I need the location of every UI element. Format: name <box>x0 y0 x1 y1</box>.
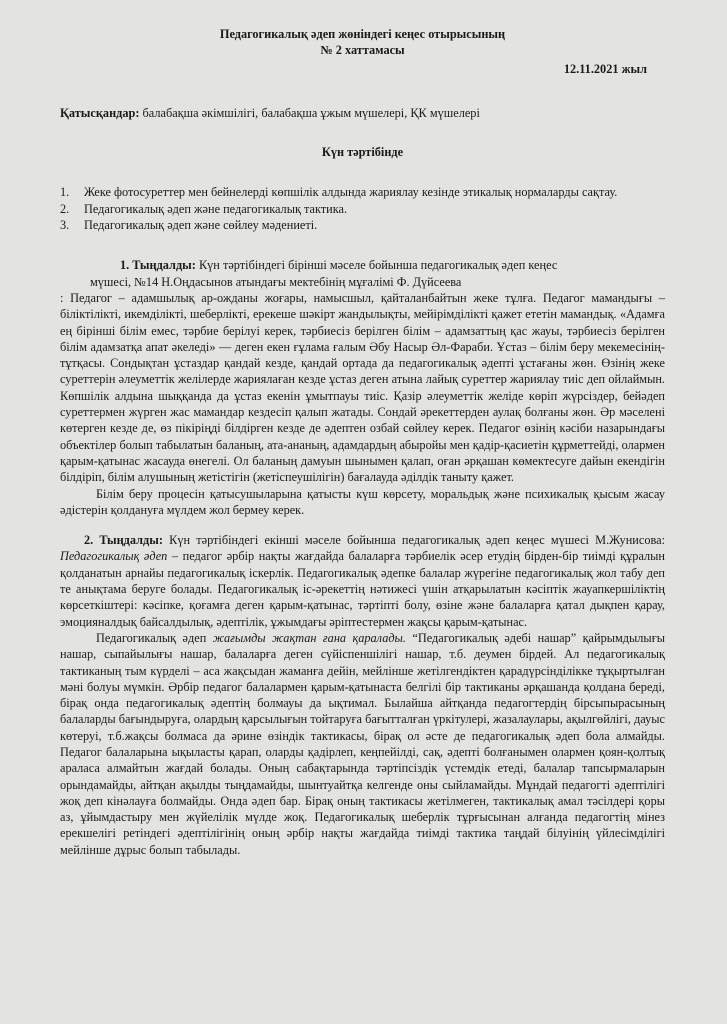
agenda-list <box>60 184 665 233</box>
agenda-item-text: Педагогикалық әдеп және педагогикалық тактика. <box>84 201 348 216</box>
agenda-item-number: 2. <box>60 201 70 216</box>
section-1-lead: 1. Тыңдалды: <box>120 258 196 273</box>
section-2-lead: 2. Тыңдалды: <box>84 533 163 548</box>
participants-label: Қатысқандар: <box>60 105 140 120</box>
document-date: 12.11.2021 жыл <box>563 61 647 76</box>
document-title <box>60 26 665 59</box>
agenda-item-number: 3. <box>60 218 70 233</box>
participants <box>60 105 665 121</box>
section-1-head-continuation: мүшесі, №14 Н.Оңдасынов атындағы мектебінің мұғалімі Ф. Дүйсеева <box>90 274 462 289</box>
agenda-item <box>60 201 665 217</box>
title-line-2: № 2 хаттамасы <box>320 43 405 58</box>
agenda-item <box>60 217 665 233</box>
section-2-body-italic: жағымды жақтан ғана қаралады. <box>212 630 406 645</box>
agenda-item-number: 1. <box>60 185 70 200</box>
section-1-body-2: Білім беру процесін қатысушыларына қатысты күш көрсету, моральдық және психикалық қысым жасау әдістерін қолдануға мүлдем жол бермеу керек. <box>60 486 665 517</box>
section-1-head-text: Күн тәртібіндегі бірінші мәселе бойынша педагогикалық әдеп кеңес <box>195 258 558 273</box>
section-2-head-text: Күн тәртібіндегі екінші мәселе бойынша педагогикалық әдеп кеңес мүшесі М.Жунисова: <box>162 533 665 548</box>
section-2-body <box>60 630 665 858</box>
section-2-head-rest: – педагог әрбір нақты жағдайда балаларға тәрбиелік әсер етудің бірден-бір тиімді құралын қолданатын арнайы педагогикалық іскерлік. Педагогикалық әдепке балалар жүрегіне педагогикалық жол табу деп те анықтама беруге болады. Педагогикалық іс-әрекеттің нәтижесі үшін атқарылатын кәсіптік жауапкершіліктің көрсеткіштері: кәсіпке, қоғамға деген қарым-қатынас, тәртіпті болу, өзіне және балаларға қатал дықпен қарау, эмоцияналдық байсалдылық, әдептілік, ұжымдағы әріптестермен жақсы қарым-қатынас. <box>60 549 665 629</box>
section-1-heading <box>60 257 665 290</box>
section-2-body-start: Педагогикалық әдеп <box>96 630 213 645</box>
section-2-body-rest: “Педагогикалық әдебі нашар” қайрымдылығы нашар, сыпайылығы нашар, балаларға деген сүйіспеншілігі нашар, т.б. деумен бірдей. Ал педагогикалық тактиканың тым күрделі – аса жақсыдан жаманға дейін, мейлінше жетілгендіктен қарадүрсінділікке тұқыртылған мәні болуы мүмкін. Әрбір педагог балалармен қарым-қатынаста белгілі бір тактиканы әрқашанда қолдана береді, бірақ онда педагогикалық әдептің болмауы да ықтимал. Былайша айтқанда педагогтердің бірсыпырасының балаларды бағындыруға, олардың қарсылығын тойтаруға бағытталған үркітулері, жазалаулары, ақылгөйлігі, дауыс көтеруі, т.б.жақсы болмаса да әрине өзіндік тактикасы, бірақ ол әсте де педагогикалық әдеп бола алмайды. Педагог балаларына ықыласты қарап, оларды қадірлеп, кеңпейілді, сақ, әдепті болғанымен олармен қоян-қолтық араласа алмайтын жағдай болады. Оның сабақтарында тәртіпсіздік үстемдік етеді, балалар тапсырмаларын орындамайды, айтқан ақылды тыңдамайды, шынтуайтқа келгенде оны сыйламайды. Мұндай педагогті әдептілігі жоқ деп кінәлауға болмайды. Онда әдеп бар. Бірақ оның тактикасы жетілмеген, тактикалық амал тәсілдері қоры аз, ұйымдастыру мен жүйелілік мүлде жоқ. Педагогикалық шеберлік тұрғысынан алғанда педагогтің мінез ерекшелігі ретіндегі әдептілігінің оның әрбір нақты жағдайда тиімді тактика таңдай білуінің үйлесімділігі мейлінше дұрыс болып табылады. <box>60 630 665 857</box>
agenda-title: Күн тәртібінде <box>321 145 404 160</box>
agenda-item <box>60 184 665 200</box>
section-2-heading <box>60 532 665 630</box>
section-1-body: : Педагог – адамшылық ар-ожданы жоғары, намысшыл, қайталанбайтын жеке тұлға. Педагог мамандығы – біліктілікті, икемділікті, шеберлікті, ерекеше шәкірт жандылықты, мейірімділікті қажет ететін мамандық. «Адамға ең бірінші білім емес, тәрбие берілуі керек, тәрбиесіз берілген білім – адамзаттың қас жауы, тәрбиесіз берілген білім адамзатқа апат әкеледі» — деген екен ғұлама ғалым Әбу Насыр Әл-Фараби. Ұстаз – білім беру мекемесінің- тұтқасы. Сондықтан ұстаздар қандай кезде, қандай ортада да педагогикалық әдепті ұстағаны жөн. Өзінің жеке суреттерін әлеуметтік желілерде жариялаған кезде ұстаз деген атына лайық суреттер жариялау тиіс деп ойлаймын. Көпшілік алдына шыққанда да ұстаз екенін ұмытпауы тиіс. Қазір әлеуметтік желіде көріп жүрсіздер, бейәдеп суреттермен жүрген жас мамандар кездесіп қалып жатады. Сондай әрекеттерден аулақ болғаны жөн. Әр мәселені көтерген кезде де, өз пікіріңді білдірген кезде де әдептен озбай сөйлеу керек. Педагог өзінің кәсіби назарындағы объектілер болып табылатын баланың, ата-ананың, адамдардың абыройы мен қадір-қасиетін құрметтейді, олармен қарым-қатынас жасауда өнегелі. Ол баланың дамуын шынымен қалап, оған әрқашан көмектесуге дайын екендігін білдіріп, білім алушының жетістігін (жетіспеушілігін) бағалауда әділдік таныту қажет. <box>60 290 665 485</box>
participants-text: балабақша әкімшілігі, балабақша ұжым мүшелері, ҚК мүшелері <box>139 105 480 120</box>
title-line-1: Педагогикалық әдеп жөніндегі кеңес отырысының <box>219 27 506 41</box>
section-2-head-italic: Педагогикалық әдеп <box>60 549 168 564</box>
agenda-item-text: Жеке фотосуреттер мен бейнелерді көпшілік алдында жариялау кезінде этикалық нормаларды сақтау. <box>84 185 618 200</box>
agenda-item-text: Педагогикалық әдеп және сөйлеу мәдениеті. <box>84 218 318 233</box>
